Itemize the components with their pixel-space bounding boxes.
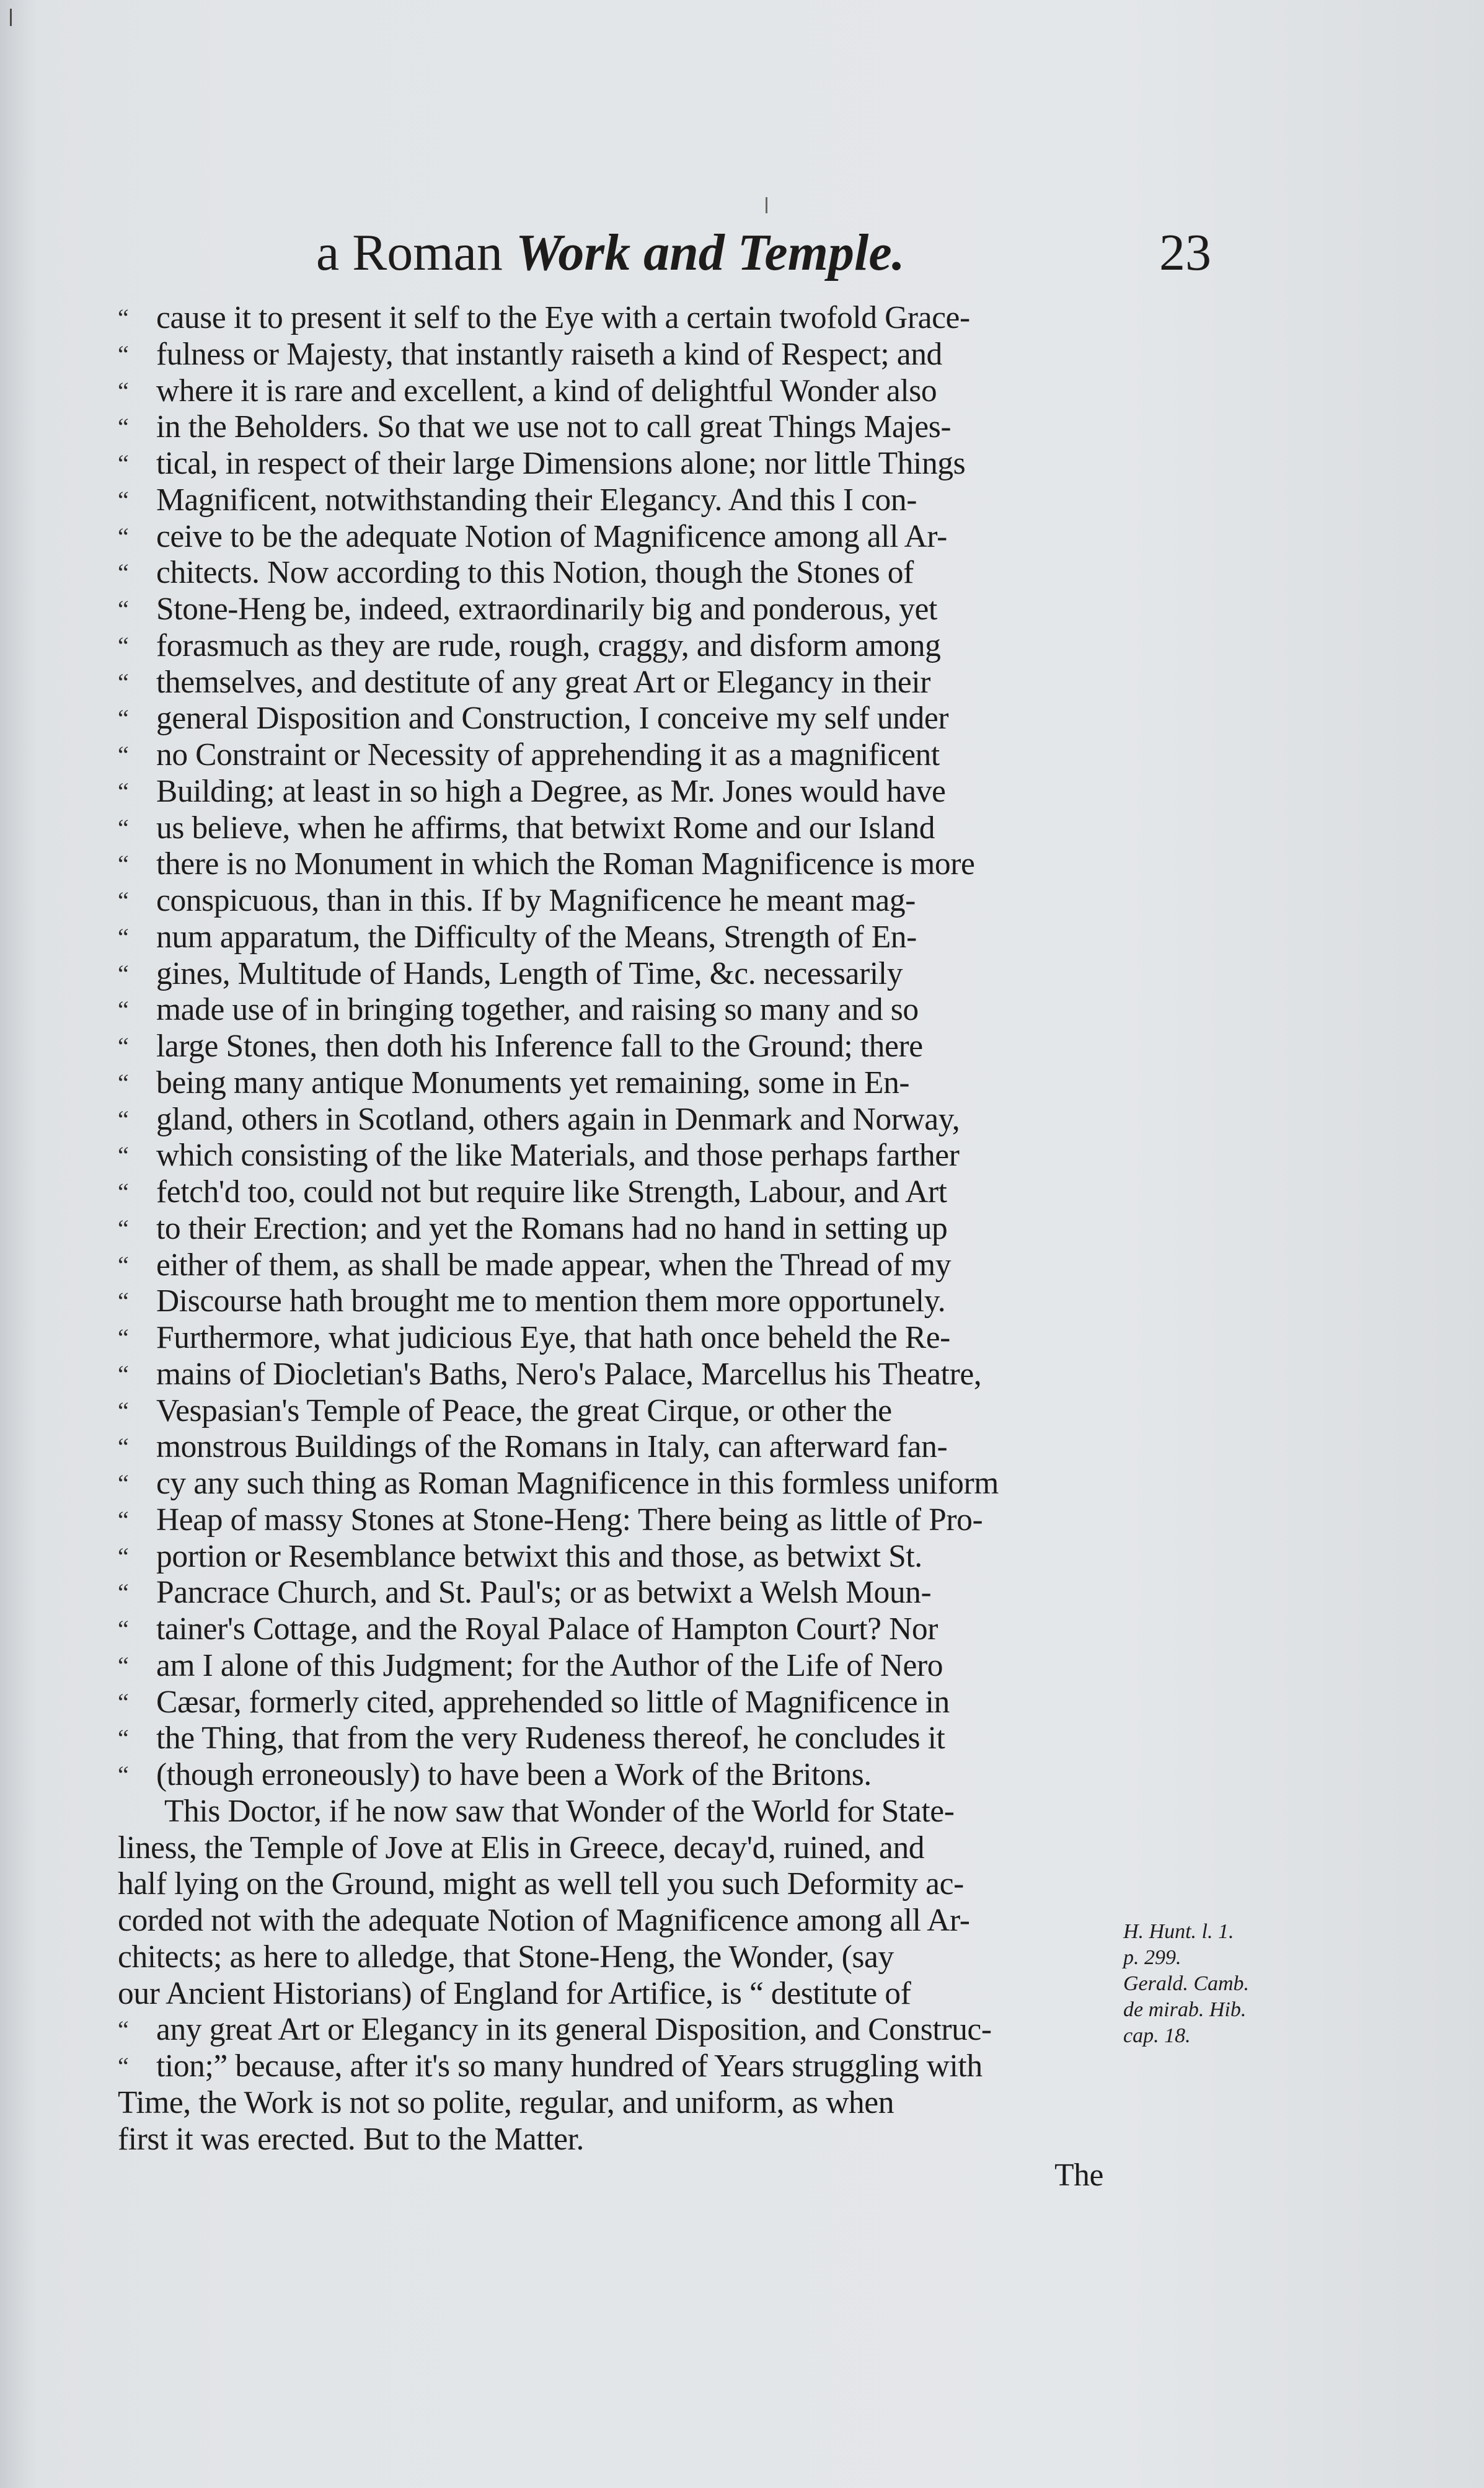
margin-note	[1123, 1919, 1309, 2049]
text-line: “ cause it to present it self to the Eye with a certain twofold Grace-	[118, 300, 1122, 337]
text-line: our Ancient Historians) of England for Artifice, is “ destitute of	[118, 1975, 911, 2011]
text-line: “ tical, in respect of their large Dimensions alone; nor little Things	[118, 446, 1122, 482]
text-line: “ themselves, and destitute of any great Art or Elegancy in their	[118, 665, 1122, 701]
text-line: “ Discourse hath brought me to mention them more opportunely.	[118, 1283, 1122, 1320]
text-line: “ num apparatum, the Difficulty of the Means, Strength of En-	[118, 919, 1122, 956]
text-line: “ to their Erection; and yet the Romans had no hand in setting up	[118, 1211, 1122, 1247]
text-line: “ mains of Diocletian's Baths, Nero's Palace, Marcellus his Theatre,	[118, 1357, 1122, 1393]
text-line: “ the Thing, that from the very Rudeness thereof, he concludes it	[118, 1720, 1122, 1757]
text-line: “ any great Art or Elegancy in its general Disposition, and Construc-	[118, 2012, 1122, 2048]
text-line: “ cy any such thing as Roman Magnificence in this formless uniform	[118, 1466, 1122, 1502]
text-line: “ Building; at least in so high a Degree, as Mr. Jones would have	[118, 774, 1122, 810]
text-line: “ there is no Monument in which the Roman Magnificence is more	[118, 846, 1122, 883]
text-line: “ made use of in bringing together, and raising so many and so	[118, 992, 1122, 1029]
text-line: “ in the Beholders. So that we use not to call great Things Majes-	[118, 409, 1122, 446]
text-line: “ Magnificent, notwithstanding their Elegancy. And this I con-	[118, 482, 1122, 519]
catchword: The	[1054, 2158, 1103, 2194]
text-line: “ gines, Multitude of Hands, Length of Time, &c. necessarily	[118, 956, 1122, 993]
text-line: “ ceive to be the adequate Notion of Magnificence among all Ar-	[118, 519, 1122, 556]
text-line: “ large Stones, then doth his Inference fall to the Ground; there	[118, 1029, 1122, 1065]
text-line: “ us believe, when he affirms, that betwixt Rome and our Island	[118, 810, 1122, 847]
text-line: “ Furthermore, what judicious Eye, that hath once beheld the Re-	[118, 1320, 1122, 1357]
text-line: “ am I alone of this Judgment; for the Author of the Life of Nero	[118, 1648, 1122, 1684]
text-line: “ chitects. Now according to this Notion, though the Stones of	[118, 555, 1122, 591]
text-line: “ which consisting of the like Materials, and those perhaps farther	[118, 1138, 1122, 1174]
body-text	[118, 300, 1122, 2194]
text-line: “ Vespasian's Temple of Peace, the great Cirque, or other the	[118, 1393, 1122, 1430]
text-line: “ portion or Resemblance betwixt this and those, as betwixt St.	[118, 1539, 1122, 1575]
printer-tick-mark	[766, 197, 767, 213]
margin-note-line: cap. 18.	[1123, 2024, 1191, 2047]
margin-note-line: de mirab. Hib.	[1123, 1998, 1247, 2021]
text-line: first it was erected. But to the Matter.	[118, 2121, 584, 2157]
text-line: “ conspicuous, than in this. If by Magnificence he meant mag-	[118, 883, 1122, 919]
text-line: “ monstrous Buildings of the Romans in Italy, can afterward fan-	[118, 1429, 1122, 1466]
text-line: “ tainer's Cottage, and the Royal Palace of Hampton Court? Nor	[118, 1611, 1122, 1648]
text-line: “ Stone-Heng be, indeed, extraordinarily big and ponderous, yet	[118, 591, 1122, 628]
text-line: “ fetch'd too, could not but require like Strength, Labour, and Art	[118, 1174, 1122, 1211]
text-line: “ Cæsar, formerly cited, apprehended so little of Magnificence in	[118, 1684, 1122, 1721]
margin-note-line: H. Hunt. l. 1.	[1123, 1920, 1234, 1943]
text-line: “ fulness or Majesty, that instantly raiseth a kind of Respect; and	[118, 337, 1122, 373]
text-line: “ general Disposition and Construction, I conceive my self under	[118, 701, 1122, 737]
text-line: “ where it is rare and excellent, a kind of delightful Wonder also	[118, 373, 1122, 410]
text-line: chitects; as here to alledge, that Stone-Heng, the Wonder, (say	[118, 1939, 894, 1975]
text-line: “ either of them, as shall be made appear, when the Thread of my	[118, 1247, 1122, 1284]
scan-edge-mark	[10, 9, 12, 26]
margin-note-line: Gerald. Camb.	[1123, 1972, 1250, 1995]
text-line: liness, the Temple of Jove at Elis in Greece, decay'd, ruined, and	[118, 1830, 925, 1866]
page-header	[0, 216, 1484, 290]
page-number: 23	[1159, 224, 1211, 281]
text-line: “ forasmuch as they are rude, rough, craggy, and disform among	[118, 628, 1122, 665]
running-title	[316, 216, 936, 290]
text-line: “ Heap of massy Stones at Stone-Heng: There being as little of Pro-	[118, 1502, 1122, 1539]
text-line: “ being many antique Monuments yet remaining, some in En-	[118, 1065, 1122, 1102]
text-line: “ Pancrace Church, and St. Paul's; or as betwixt a Welsh Moun-	[118, 1575, 1122, 1611]
text-line: corded not with the adequate Notion of Magnificence among all Ar-	[118, 1903, 970, 1938]
text-line: half lying on the Ground, might as well tell you such Deformity ac-	[118, 1866, 964, 1902]
running-title-prefix: a Roman	[316, 224, 503, 281]
margin-note-line: p. 299.	[1123, 1946, 1181, 1969]
running-title-italic: Work and Temple.	[515, 224, 905, 281]
text-line: “ (though erroneously) to have been a Work of the Britons.	[118, 1757, 1122, 1794]
text-line: “ tion;” because, after it's so many hundred of Years struggling with	[118, 2048, 1122, 2085]
text-line: This Doctor, if he now saw that Wonder of the World for State-	[164, 1793, 955, 1829]
text-line: “ no Constraint or Necessity of apprehending it as a magnificent	[118, 737, 1122, 774]
text-line: Time, the Work is not so polite, regular, and uniform, as when	[118, 2084, 894, 2120]
text-line: “ gland, others in Scotland, others again in Denmark and Norway,	[118, 1102, 1122, 1138]
